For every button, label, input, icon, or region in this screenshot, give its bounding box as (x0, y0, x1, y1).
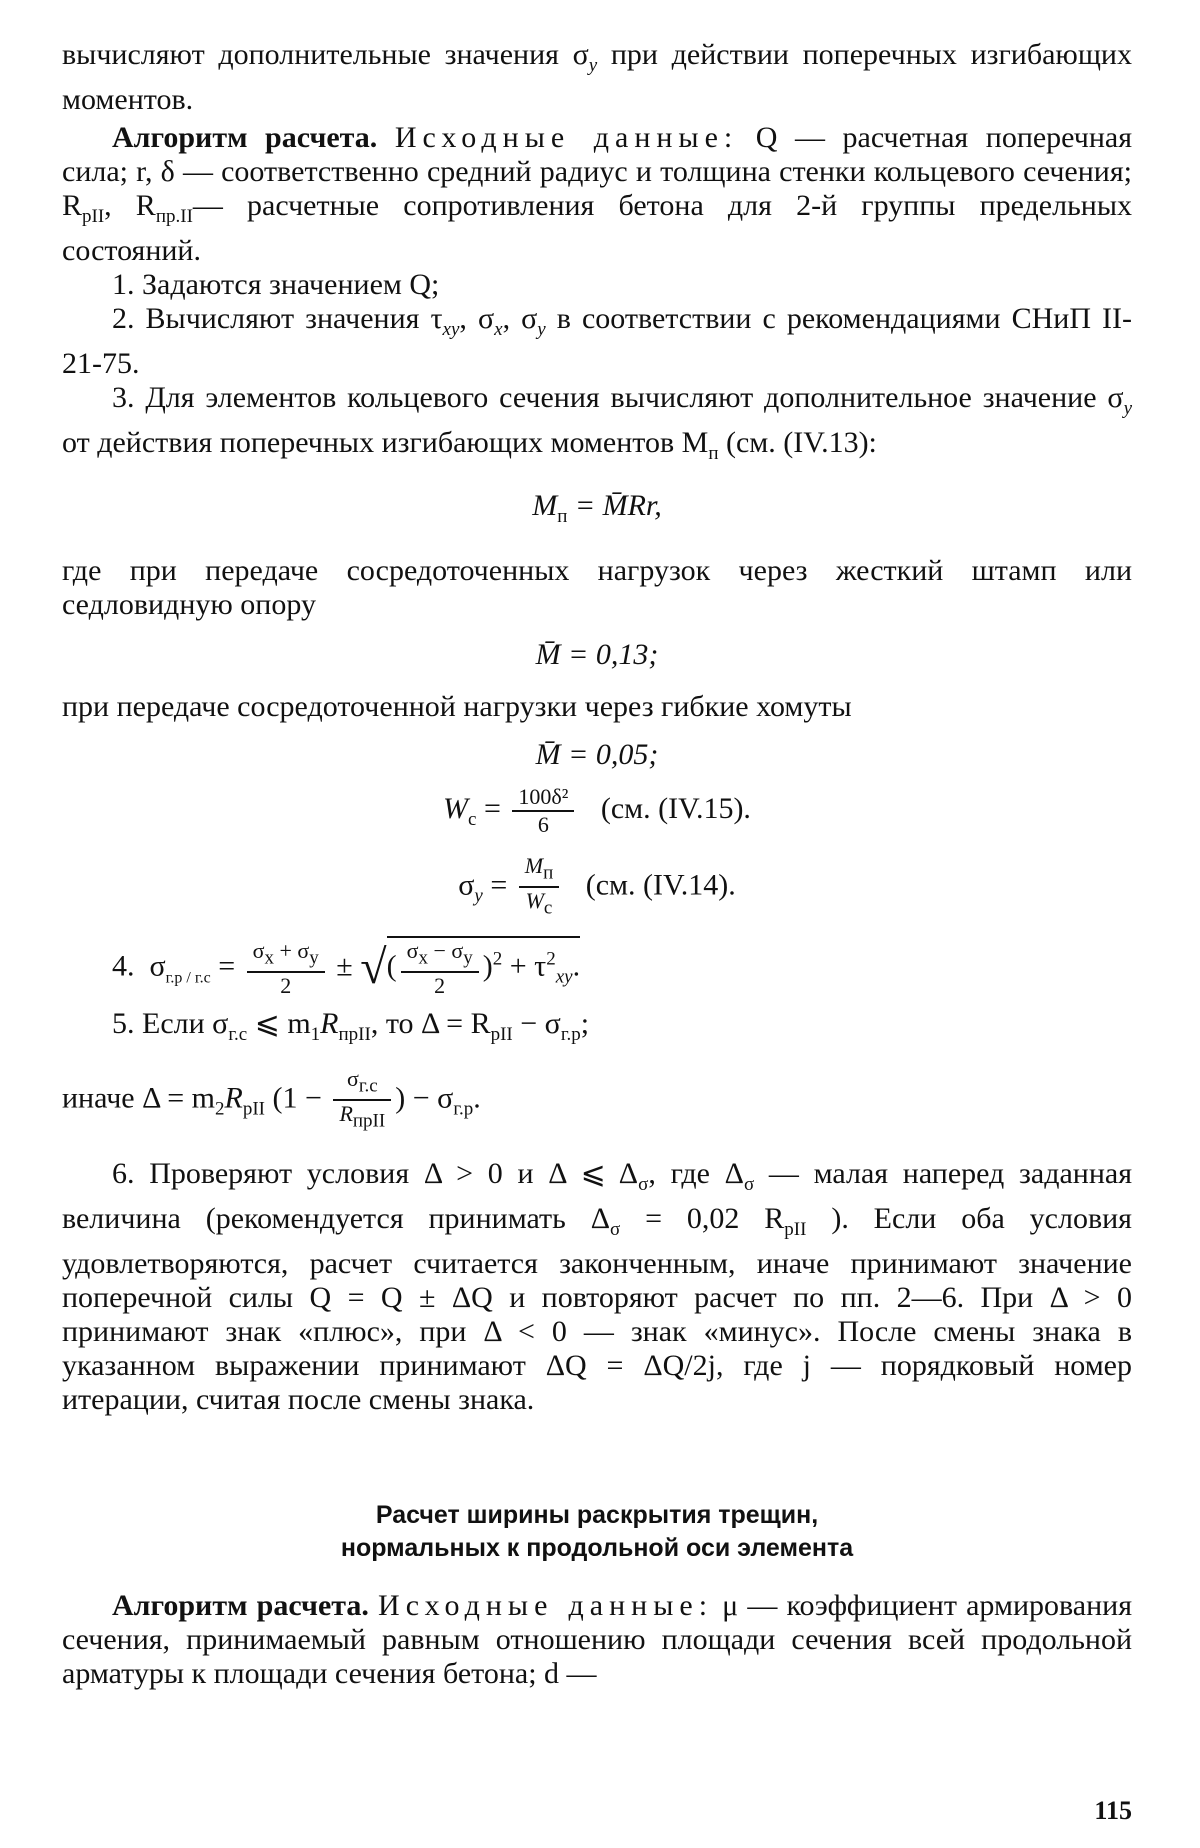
step-6: 6. Проверяют условия Δ > 0 и Δ ⩽ $\Delta_\sigma$, где $\Delta_\sigma$ — малая наперед заданная величина (рекомендуется принимать $\Delta_\sigma = 0,02$ $R_{pII}$ ). Если оба условия удовлетворяются, расчет считается законченным, иначе принимают значение поперечной силы Q = Q ± ΔQ и повторяют расчет по пп. 2—6. При Δ > 0 принимают знак «плюс», при Δ < 0 — знак «минус». После смены знака в указанном выражении принимают ΔQ = ΔQ/2j, где j — порядковый номер итерации, считая после смены знака. (62, 1156, 1132, 1416)
equation-mn: $M_п$ = M̄Rr, (532, 489, 662, 527)
algorithm-label: Алгоритм расчета. (112, 121, 378, 154)
paragraph-rigid-stamp: где при передаче сосредоточенных нагрузок через жесткий штамп или седловидную опору (62, 554, 1132, 621)
page-number: 115 (1094, 1796, 1132, 1825)
square-root-icon: √ (360, 941, 387, 995)
algorithm-2-paragraph: Алгоритм расчета. Исходные данные: μ — коэффициент армирования сечения, принимаемый равным отношению площади сечения всей продольной арматуры к площади сечения бетона; d — (62, 1588, 1132, 1690)
step-4-equation: 4. $\sigma_{г.р / г.с}$ = $\frac{\sigma_x + \sigma_y}{2}$ ± √( $\frac{\sigma_x - \sigma_y}{2}$ )$^2 + \tau^2_{xy}$. (112, 937, 581, 999)
algorithm-2-label: Алгоритм расчета. (112, 1588, 369, 1622)
equation-m-005: M̄ = 0,05; (535, 738, 659, 771)
equation-m-013: M̄ = 0,13; (535, 638, 659, 671)
step-5: 5. Если $\sigma_{г.с}$ ⩽ $m_1R_{прII}$, то $\Delta = R_{pII} - \sigma_{г.р}$; (112, 1007, 590, 1046)
equation-wc: $W_c$ = $\frac{\text{100δ²}}{6}$ (см. (IV.15). (443, 784, 751, 837)
paragraph-flexible-clamps: при передаче сосредоточенной нагрузки через гибкие хомуты (62, 690, 852, 723)
step-3: 3. Для элементов кольцевого сечения вычисляют дополнительное значение $\sigma_y$ от действия поперечных изгибающих моментов $M_п$ (см. (IV.13): (62, 381, 1132, 464)
step-2: 2. Вычисляют значения $\tau_{xy}$, $\sigma_x$, $\sigma_y$ в соответствии с рекомендациями СНиП II-21-75. (62, 302, 1132, 380)
page-content (62, 38, 1132, 1691)
step-1: 1. Задаются значением Q; (112, 268, 440, 301)
section-heading-line1: Расчет ширины раскрытия трещин, (375, 1500, 819, 1529)
intro-paragraph: вычисляют дополнительные значения $\sigma_y$ при действии поперечных изгибающих моментов. (62, 38, 1132, 116)
algorithm-paragraph: Алгоритм расчета. Исходные данные: Q — расчетная поперечная сила; r, δ — соответственно средний радиус и толщина стенки кольцевого сечения; $R_{pII}$, $R_{пр.II}—$ расчетные сопротивления бетона для 2-й группы предельных состояний. (62, 121, 1133, 267)
equation-sigma-y: $\sigma_y$ = $\frac{M_п}{W_c}$ (см. (IV.14). (458, 852, 736, 919)
section-heading-line2: нормальных к продольной оси элемента (340, 1533, 854, 1562)
else-equation: иначе $\Delta = m_2R_{pII}$ (1 − $\frac{\sigma_{г.с}}{R_{прII}}$ ) − $\sigma_{г.р}$. (62, 1066, 481, 1132)
